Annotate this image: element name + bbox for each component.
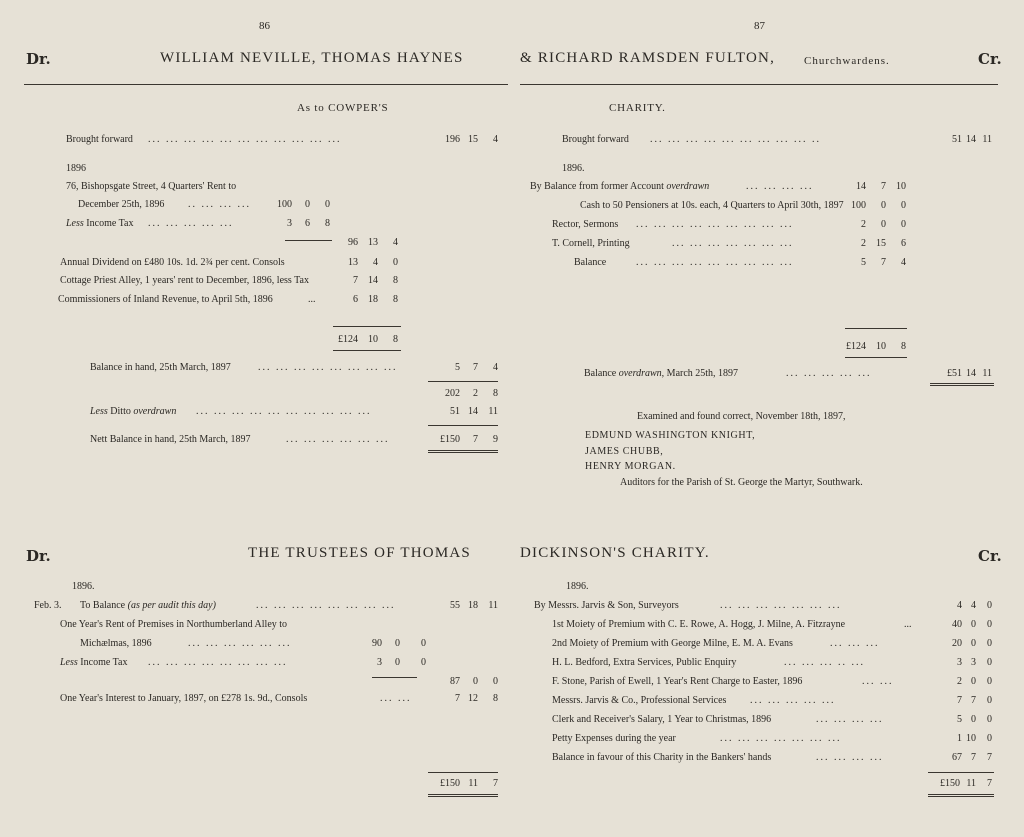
credit-label: Cr. <box>978 547 1002 565</box>
trustees-title-left: THE TRUSTEES OF THOMAS <box>248 545 471 561</box>
amount-pounds: 7 <box>455 693 460 704</box>
amount-shillings: 7 <box>473 362 478 373</box>
amount-pence: 0 <box>493 676 498 687</box>
amount-shillings: 15 <box>468 134 478 145</box>
amount-shillings: 11 <box>966 778 976 789</box>
page-number-right: 87 <box>754 20 765 32</box>
cowper-credit-item-3: Rector, Sermons <box>552 219 619 230</box>
amount-shillings: 0 <box>971 676 976 687</box>
amount-pence: 0 <box>421 638 426 649</box>
amount-shillings: 2 <box>473 388 478 399</box>
amount-pounds: 51 <box>450 406 460 417</box>
year-label: 1896 <box>66 163 86 174</box>
cowper-credit-item-5: Balance <box>574 257 607 268</box>
amount-shillings: 7 <box>971 695 976 706</box>
to-balance-line: To Balance (as per audit this day) <box>80 600 216 611</box>
auditor-2: JAMES CHUBB, <box>585 446 664 457</box>
amount-pounds: £150 <box>440 434 460 445</box>
debit-label: Dr. <box>26 50 51 68</box>
amount-shillings: 7 <box>473 434 478 445</box>
cowper-left-total-pounds: £124 <box>338 334 358 345</box>
amount-pounds: 40 <box>952 619 962 630</box>
amount-shillings: 4 <box>373 257 378 268</box>
amount-pounds: 96 <box>348 237 358 248</box>
amount-pence: 8 <box>393 294 398 305</box>
amount-pence: 0 <box>987 714 992 725</box>
amount-pence: 7 <box>493 778 498 789</box>
amount-pounds: 100 <box>851 200 866 211</box>
churchwardens-role: Churchwardens. <box>804 55 890 67</box>
amount-shillings: 15 <box>876 238 886 249</box>
amount-pence: 6 <box>901 238 906 249</box>
amount-pence: 7 <box>987 752 992 763</box>
amount-pounds: 7 <box>353 275 358 286</box>
interest-line: One Year's Interest to January, 1897, on £278 1s. 9d., Consols <box>60 693 308 704</box>
trustees-credit-item-6: Messrs. Jarvis & Co., Professional Services <box>552 695 727 706</box>
year-label: 1896. <box>566 581 589 592</box>
amount-pence: 11 <box>488 600 498 611</box>
amount-shillings: 10 <box>876 341 886 352</box>
amount-shillings: 0 <box>971 638 976 649</box>
rent-line-1: One Year's Rent of Premises in Northumberland Alley to <box>60 619 288 630</box>
amount-shillings: 18 <box>468 600 478 611</box>
rent-line-2: Michælmas, 1896 <box>80 638 152 649</box>
amount-pence: 4 <box>493 362 498 373</box>
cowper-credit-item-4: T. Cornell, Printing <box>552 238 630 249</box>
amount-shillings: 0 <box>881 200 886 211</box>
amount-pounds: 2 <box>861 238 866 249</box>
page-number-left: 86 <box>259 20 270 32</box>
amount-shillings: 0 <box>395 657 400 668</box>
trustees-left-total-pounds: £150 <box>440 778 460 789</box>
amount-pence: 11 <box>488 406 498 417</box>
amount-pence: 0 <box>901 219 906 230</box>
auditors-note: Auditors for the Parish of St. George the Martyr, Southwark. <box>620 477 863 488</box>
trustees-credit-item-8: Petty Expenses during the year <box>552 733 676 744</box>
auditor-3: HENRY MORGAN. <box>585 461 676 472</box>
amount-pounds: 5 <box>455 362 460 373</box>
amount-pounds: 6 <box>353 294 358 305</box>
amount-pence: 8 <box>901 341 906 352</box>
trustees-credit-item-2: 1st Moiety of Premium with C. E. Rowe, A. Hogg, J. Milne, A. Fitzrayne <box>552 619 846 630</box>
cowper-credit-item-1: By Balance from former Account overdrawn <box>530 181 710 192</box>
amount-shillings: 0 <box>971 714 976 725</box>
amount-shillings: 3 <box>971 657 976 668</box>
debit-label: Dr. <box>26 547 51 565</box>
amount-shillings: 0 <box>395 638 400 649</box>
trustees-credit-item-1: By Messrs. Jarvis & Son, Surveyors <box>534 600 679 611</box>
amount-pounds: 5 <box>957 714 962 725</box>
amount-pounds: 51 <box>952 134 962 145</box>
amount-shillings: 18 <box>368 294 378 305</box>
rent-line-1: 76, Bishopsgate Street, 4 Quarters' Rent to <box>66 181 237 192</box>
amount-pounds: 90 <box>372 638 382 649</box>
trustees-credit-item-4: H. L. Bedford, Extra Services, Public Enquiry <box>552 657 737 668</box>
amount-pounds: 4 <box>957 600 962 611</box>
amount-pounds: 2 <box>957 676 962 687</box>
amount-shillings: 12 <box>468 693 478 704</box>
cowper-right-total-pounds: £124 <box>846 341 866 352</box>
churchwardens-title-left: WILLIAM NEVILLE, THOMAS HAYNES <box>160 50 464 66</box>
churchwardens-title-right: & RICHARD RAMSDEN FULTON, <box>520 50 776 66</box>
balance-overdrawn-line: Balance overdrawn, March 25th, 1897 <box>584 368 739 379</box>
amount-shillings: 11 <box>468 778 478 789</box>
trustees-credit-item-5: F. Stone, Parish of Ewell, 1 Year's Rent Charge to Easter, 1896 <box>552 676 803 687</box>
amount-pounds: 3 <box>287 218 292 229</box>
amount-shillings: 14 <box>966 134 976 145</box>
amount-shillings: 7 <box>881 257 886 268</box>
amount-pence: 0 <box>393 257 398 268</box>
income-tax-line: Less Income Tax <box>60 657 128 668</box>
amount-pence: 0 <box>987 600 992 611</box>
cowper-credit-item-2: Cash to 50 Pensioners at 10s. each, 4 Quarters to April 30th, 1897 <box>580 200 844 211</box>
amount-pence: 11 <box>982 134 992 145</box>
amount-pence: 0 <box>901 200 906 211</box>
auditor-1: EDMUND WASHINGTON KNIGHT, <box>585 430 756 441</box>
amount-shillings: 0 <box>305 199 310 210</box>
amount-pence: 0 <box>987 619 992 630</box>
amount-shillings: 10 <box>368 334 378 345</box>
amount-pounds: 1 <box>957 733 962 744</box>
cottage-line: Cottage Priest Alley, 1 years' rent to December, 1896, less Tax <box>60 275 309 286</box>
amount-pounds: 67 <box>952 752 962 763</box>
trustees-credit-item-3: 2nd Moiety of Premium with George Milne, E. M. A. Evans <box>552 638 793 649</box>
amount-shillings: 7 <box>881 181 886 192</box>
trustees-right-total-pounds: £150 <box>940 778 960 789</box>
year-label: 1896. <box>562 163 585 174</box>
amount-pounds: 3 <box>957 657 962 668</box>
amount-pence: 9 <box>493 434 498 445</box>
amount-pence: 8 <box>493 388 498 399</box>
amount-pence: 11 <box>982 368 992 379</box>
amount-pence: 0 <box>987 657 992 668</box>
amount-shillings: 14 <box>368 275 378 286</box>
amount-pounds: 13 <box>348 257 358 268</box>
cowper-title-left: As to COWPER'S <box>297 102 389 114</box>
amount-pounds: 196 <box>445 134 460 145</box>
amount-pence: 4 <box>393 237 398 248</box>
dividend-line: Annual Dividend on £480 10s. 1d. 2¾ per cent. Consols <box>60 257 285 268</box>
less-ditto-line: Less Ditto overdrawn <box>90 406 177 417</box>
amount-shillings: 14 <box>468 406 478 417</box>
amount-pounds: 100 <box>277 199 292 210</box>
examined-note: Examined and found correct, November 18th, 1897, <box>637 411 846 422</box>
amount-pence: 4 <box>493 134 498 145</box>
amount-pounds: 3 <box>377 657 382 668</box>
entry-date: Feb. 3. <box>34 600 62 611</box>
brought-forward-label: Brought forward <box>562 134 629 145</box>
year-label: 1896. <box>72 581 95 592</box>
amount-shillings: 4 <box>971 600 976 611</box>
cowper-title-right: CHARITY. <box>609 102 666 114</box>
amount-shillings: 6 <box>305 218 310 229</box>
amount-shillings: 0 <box>971 619 976 630</box>
amount-pence: 0 <box>987 638 992 649</box>
brought-forward-label: Brought forward <box>66 134 133 145</box>
amount-shillings: 7 <box>971 752 976 763</box>
amount-shillings: 10 <box>966 733 976 744</box>
amount-pence: 8 <box>325 218 330 229</box>
inland-revenue-line: Commissioners of Inland Revenue, to April 5th, 1896 <box>58 294 273 305</box>
amount-pence: 0 <box>987 676 992 687</box>
amount-pounds: 87 <box>450 676 460 687</box>
amount-pence: 0 <box>987 695 992 706</box>
amount-pence: 0 <box>421 657 426 668</box>
amount-pounds: £51 <box>947 368 962 379</box>
amount-shillings: 0 <box>473 676 478 687</box>
amount-pounds: 202 <box>445 388 460 399</box>
amount-pounds: 55 <box>450 600 460 611</box>
amount-pounds: 7 <box>957 695 962 706</box>
amount-pence: 4 <box>901 257 906 268</box>
amount-shillings: 13 <box>368 237 378 248</box>
amount-pence: 8 <box>393 275 398 286</box>
amount-pence: 8 <box>493 693 498 704</box>
amount-pounds: 5 <box>861 257 866 268</box>
amount-pence: 10 <box>896 181 906 192</box>
amount-pence: 7 <box>987 778 992 789</box>
amount-pence: 0 <box>325 199 330 210</box>
rent-line-2: December 25th, 1896 <box>78 199 165 210</box>
amount-pounds: 14 <box>856 181 866 192</box>
amount-pence: 0 <box>987 733 992 744</box>
income-tax-line: Less Income Tax <box>66 218 134 229</box>
trustees-credit-item-7: Clerk and Receiver's Salary, 1 Year to Christmas, 1896 <box>552 714 772 725</box>
trustees-credit-item-9: Balance in favour of this Charity in the Bankers' hands <box>552 752 772 763</box>
amount-pounds: 20 <box>952 638 962 649</box>
credit-label: Cr. <box>978 50 1002 68</box>
amount-shillings: 14 <box>966 368 976 379</box>
nett-balance-line: Nett Balance in hand, 25th March, 1897 <box>90 434 251 445</box>
amount-shillings: 0 <box>881 219 886 230</box>
amount-pence: 8 <box>393 334 398 345</box>
trustees-title-right: DICKINSON'S CHARITY. <box>520 545 710 561</box>
balance-in-hand-line: Balance in hand, 25th March, 1897 <box>90 362 231 373</box>
amount-pounds: 2 <box>861 219 866 230</box>
